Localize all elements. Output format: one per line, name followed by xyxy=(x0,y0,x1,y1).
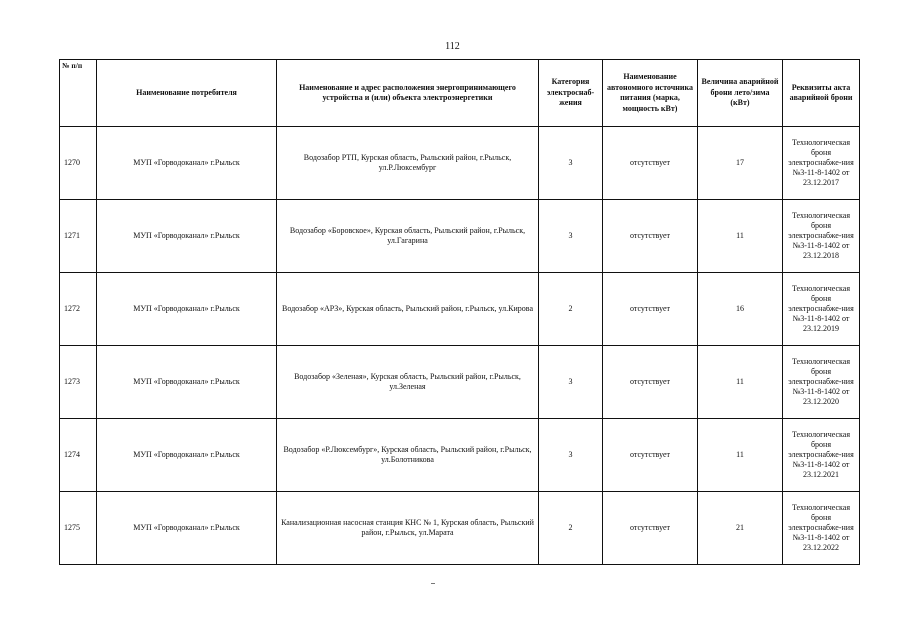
row-category: 3 xyxy=(539,346,603,419)
row-reserve-value: 11 xyxy=(698,200,783,273)
header-act-details: Реквизиты акта аварийной брони xyxy=(783,60,860,127)
row-reserve-value: 11 xyxy=(698,346,783,419)
row-consumer: МУП «Горводоканал» г.Рыльск xyxy=(97,127,277,200)
page-number: 112 xyxy=(445,41,460,52)
row-reserve-value: 17 xyxy=(698,127,783,200)
row-number: 1274 xyxy=(60,419,97,492)
row-object: Канализационная насосная станция КНС № 1, Курская область, Рыльский район, г.Рыльск, ул.Марата xyxy=(277,492,539,565)
table-row xyxy=(60,419,860,492)
table-row xyxy=(60,273,860,346)
row-act-details: Технологическая броня электроснабже-ния №3-11-8-1402 от 23.12.2017 xyxy=(783,127,860,200)
header-number: № п/п xyxy=(60,60,97,127)
row-number: 1270 xyxy=(60,127,97,200)
row-object: Водозабор «АРЗ», Курская область, Рыльский район, г.Рыльск, ул.Кирова xyxy=(277,273,539,346)
row-power-source: отсутствует xyxy=(603,127,698,200)
row-act-details: Технологическая броня электроснабже-ния №3-11-8-1402 от 23.12.2019 xyxy=(783,273,860,346)
header-reserve-value: Величина аварийной брони лето/зима (кВт) xyxy=(698,60,783,127)
row-object: Водозабор «Боровское», Курская область, Рыльский район, г.Рыльск, ул.Гагарина xyxy=(277,200,539,273)
row-reserve-value: 21 xyxy=(698,492,783,565)
header-category: Категория электроснаб-жения xyxy=(539,60,603,127)
emergency-reserve-table xyxy=(59,59,860,565)
row-power-source: отсутствует xyxy=(603,200,698,273)
row-act-details: Технологическая броня электроснабже-ния №3-11-8-1402 от 23.12.2021 xyxy=(783,419,860,492)
row-category: 3 xyxy=(539,200,603,273)
row-number: 1273 xyxy=(60,346,97,419)
row-act-details: Технологическая броня электроснабже-ния №3-11-8-1402 от 23.12.2020 xyxy=(783,346,860,419)
row-power-source: отсутствует xyxy=(603,419,698,492)
header-object: Наименование и адрес расположения энергопринимающего устройства и (или) объекта электроэнергетики xyxy=(277,60,539,127)
row-consumer: МУП «Горводоканал» г.Рыльск xyxy=(97,492,277,565)
row-reserve-value: 11 xyxy=(698,419,783,492)
table-row xyxy=(60,200,860,273)
row-consumer: МУП «Горводоканал» г.Рыльск xyxy=(97,200,277,273)
header-consumer: Наименование потребителя xyxy=(97,60,277,127)
row-consumer: МУП «Горводоканал» г.Рыльск xyxy=(97,419,277,492)
scan-mark xyxy=(431,583,435,584)
row-power-source: отсутствует xyxy=(603,273,698,346)
row-act-details: Технологическая броня электроснабже-ния №3-11-8-1402 от 23.12.2022 xyxy=(783,492,860,565)
table-row xyxy=(60,346,860,419)
table-row xyxy=(60,492,860,565)
row-reserve-value: 16 xyxy=(698,273,783,346)
row-category: 2 xyxy=(539,273,603,346)
row-power-source: отсутствует xyxy=(603,492,698,565)
row-power-source: отсутствует xyxy=(603,346,698,419)
row-category: 2 xyxy=(539,492,603,565)
row-number: 1275 xyxy=(60,492,97,565)
row-category: 3 xyxy=(539,127,603,200)
row-object: Водозабор РТП, Курская область, Рыльский район, г.Рыльск, ул.Р.Люксембург xyxy=(277,127,539,200)
row-consumer: МУП «Горводоканал» г.Рыльск xyxy=(97,273,277,346)
row-object: Водозабор «Р.Люксембург», Курская область, Рыльский район, г.Рыльск, ул.Болотникова xyxy=(277,419,539,492)
row-act-details: Технологическая броня электроснабже-ния №3-11-8-1402 от 23.12.2018 xyxy=(783,200,860,273)
table-header-row xyxy=(60,60,860,127)
table-row xyxy=(60,127,860,200)
row-object: Водозабор «Зеленая», Курская область, Рыльский район, г.Рыльск, ул.Зеленая xyxy=(277,346,539,419)
header-power-source: Наименование автономного источника питания (марка, мощность кВт) xyxy=(603,60,698,127)
row-consumer: МУП «Горводоканал» г.Рыльск xyxy=(97,346,277,419)
row-number: 1271 xyxy=(60,200,97,273)
row-category: 3 xyxy=(539,419,603,492)
row-number: 1272 xyxy=(60,273,97,346)
